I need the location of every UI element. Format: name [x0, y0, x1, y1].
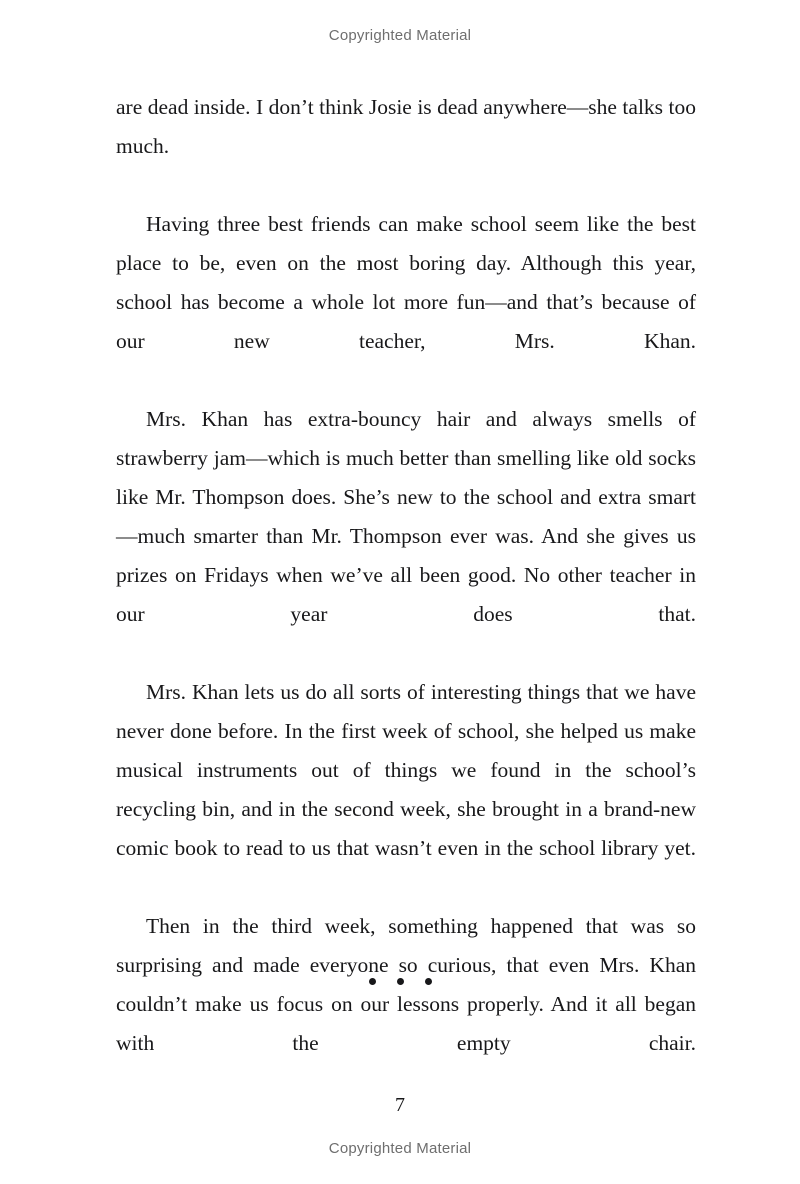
- scene-break-dot-icon: [425, 978, 432, 985]
- paragraph: Then in the third week, something happened that was so surprising and made everyone so curious, that even Mrs. Khan couldn’t make us focus on our lessons properly. And it all began with the empty chair.: [116, 914, 696, 1055]
- scene-break-dot-icon: [369, 978, 376, 985]
- paragraph: Having three best friends can make school seem like the best place to be, even on the most boring day. Although this year, school has become a whole lot more fun—and that’s because of our new teacher, Mrs. Khan.: [116, 212, 696, 353]
- body-text-block: [116, 88, 696, 1102]
- copyright-watermark-top: Copyrighted Material: [328, 27, 472, 44]
- scene-break-ornament: [0, 978, 800, 985]
- scene-break-dot-icon: [397, 978, 404, 985]
- paragraph: Mrs. Khan lets us do all sorts of interesting things that we have never done before. In the first week of school, she helped us make musical instruments out of things we found in the school’s recycling bin, and in the second week, she brought in a brand-new comic book to read to us that wasn’t even in the school library yet.: [116, 680, 696, 860]
- copyright-watermark-bottom: Copyrighted Material: [328, 1140, 472, 1157]
- paragraph: are dead inside. I don’t think Josie is dead anywhere—she talks too much.: [116, 95, 696, 158]
- paragraph: Mrs. Khan has extra-bouncy hair and always smells of strawberry jam—which is much better than smelling like old socks like Mr. Thompson does. She’s new to the school and extra smart—much smarter than Mr. Thompson ever was. And she gives us prizes on Fridays when we’ve all been good. No other teacher in our year does that.: [116, 407, 696, 626]
- page-number: 7: [395, 1094, 405, 1116]
